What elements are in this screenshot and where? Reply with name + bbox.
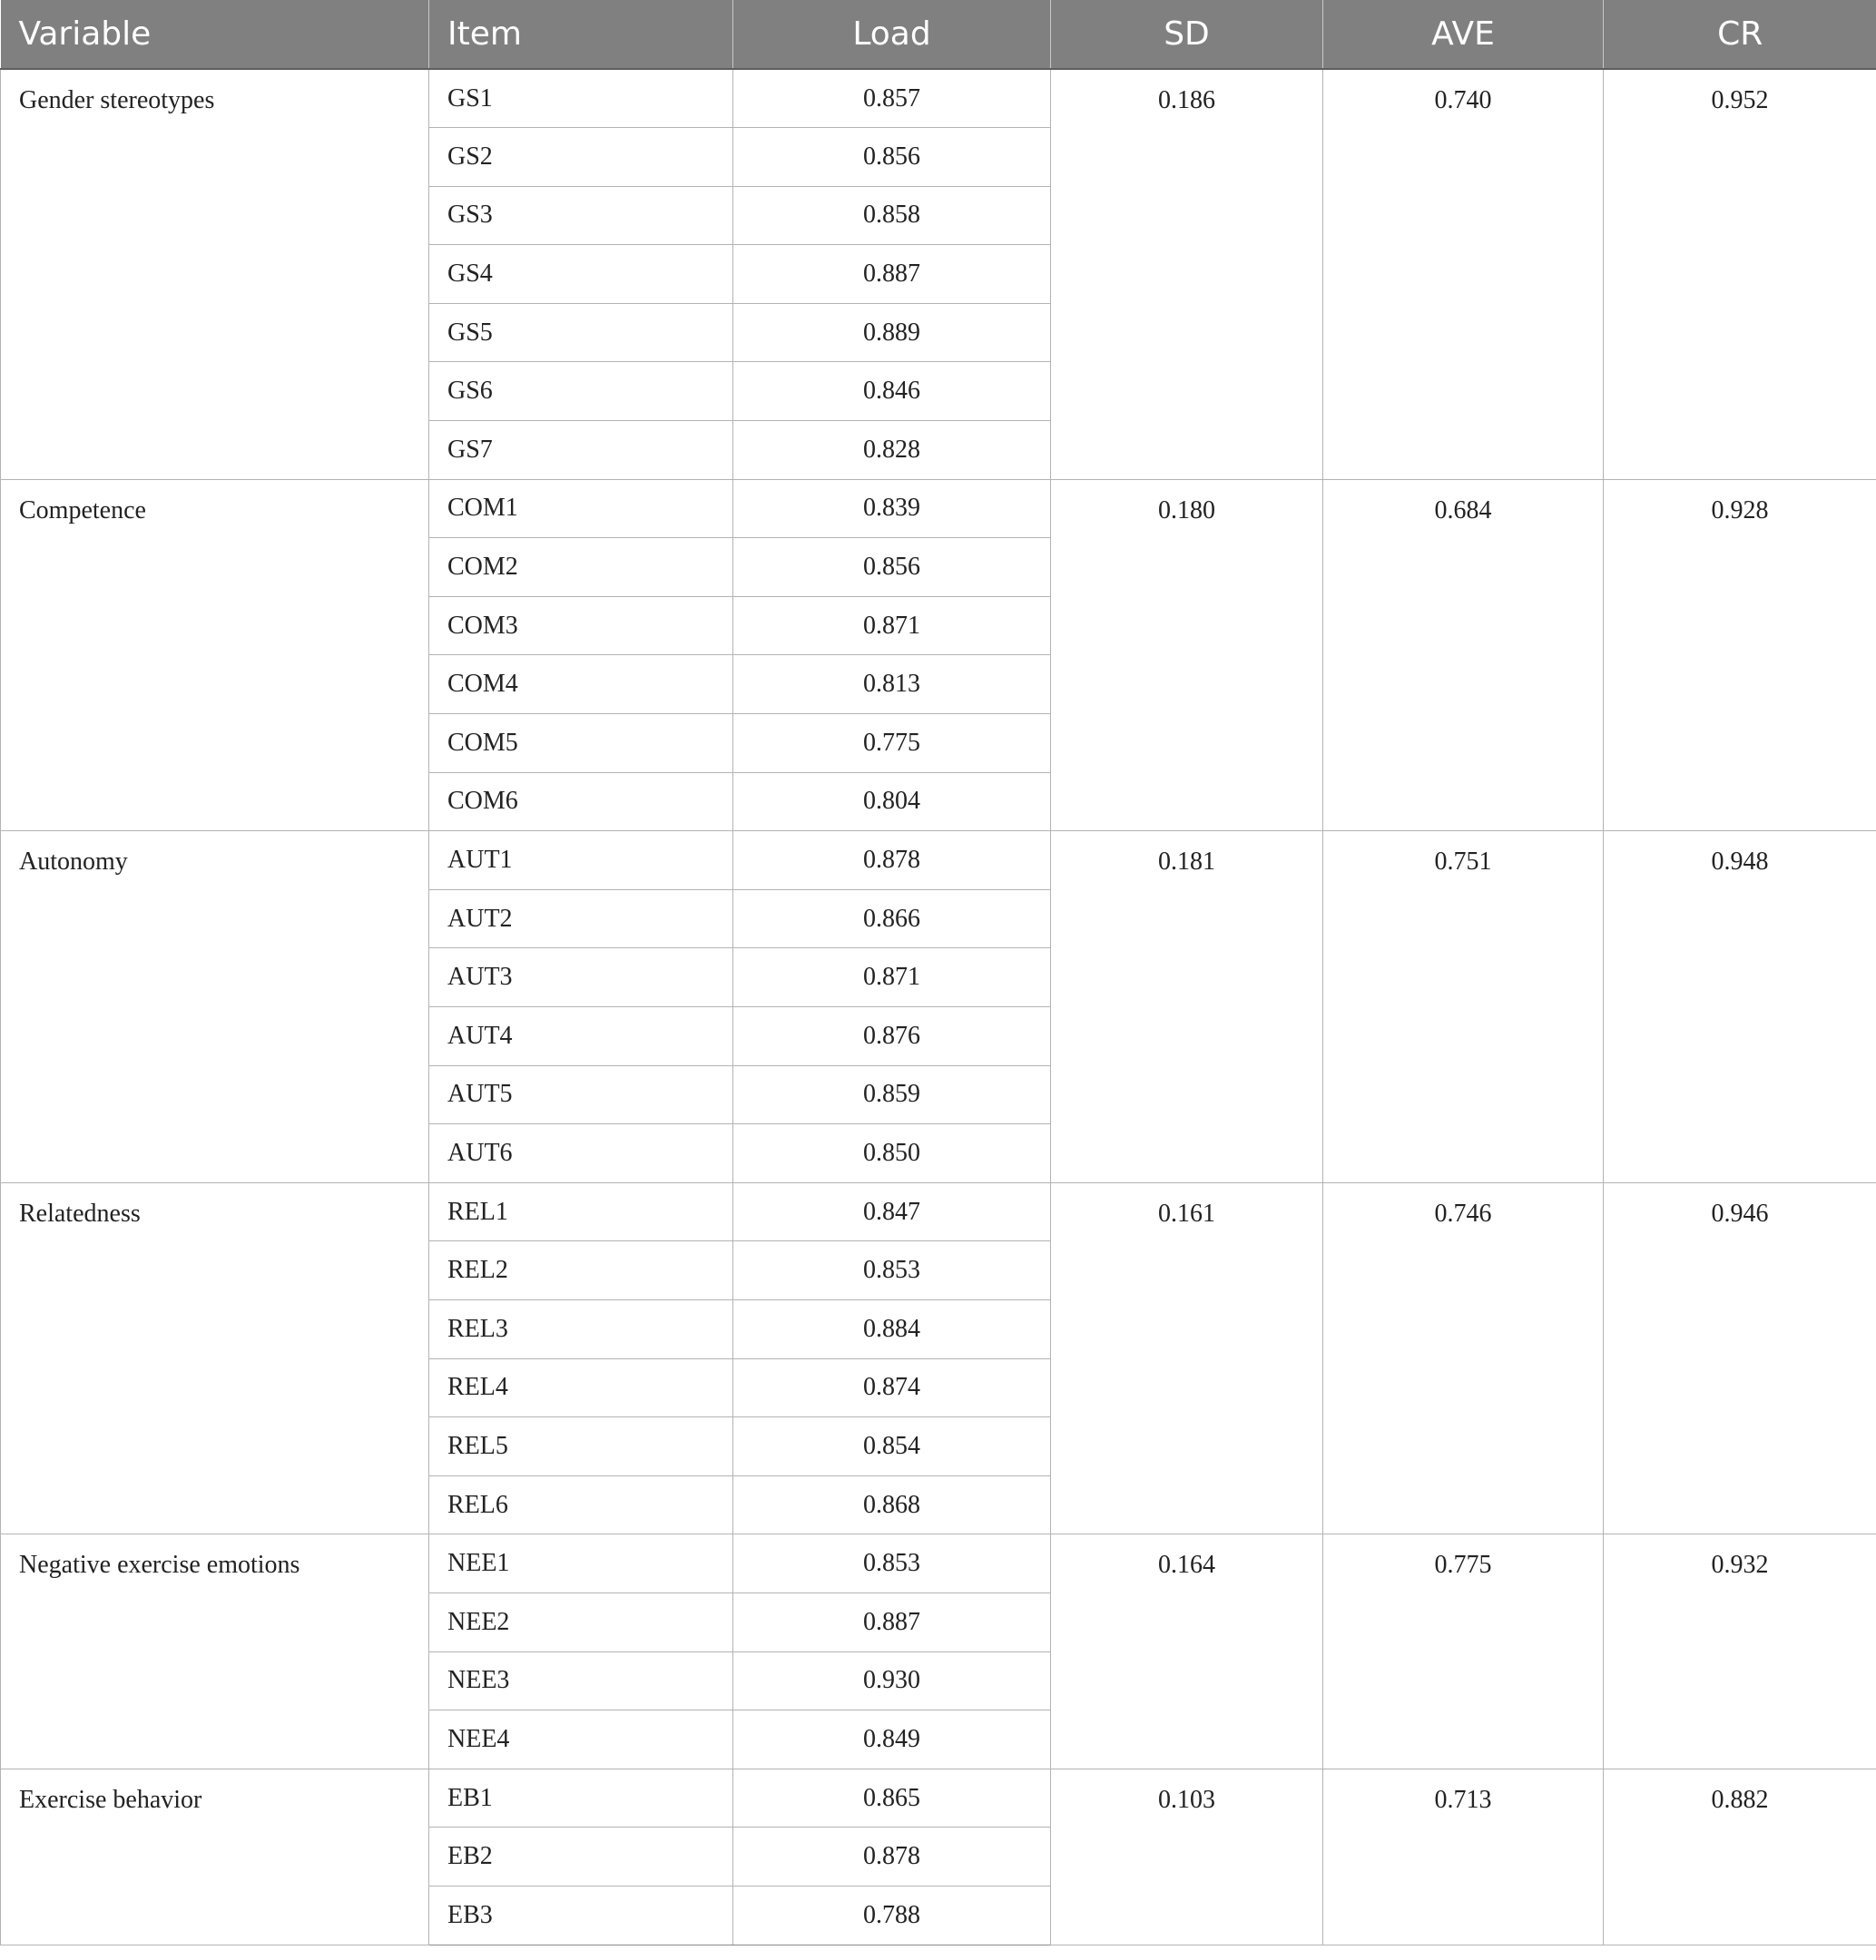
- load-cell: 0.889: [733, 303, 1051, 362]
- variable-cell: Autonomy: [1, 831, 429, 1183]
- ave-cell: 0.684: [1323, 479, 1604, 831]
- load-cell: 0.788: [733, 1886, 1051, 1945]
- load-cell: 0.858: [733, 186, 1051, 245]
- item-cell: GS3: [429, 186, 733, 245]
- item-cell: NEE4: [429, 1710, 733, 1769]
- sd-cell: 0.161: [1051, 1182, 1323, 1534]
- table-row: [1, 1534, 1876, 1593]
- load-cell: 0.857: [733, 69, 1051, 128]
- load-cell: 0.850: [733, 1124, 1051, 1183]
- variable-cell: Negative exercise emotions: [1, 1534, 429, 1769]
- header-item: Item: [429, 0, 733, 69]
- table-row: [1, 479, 1876, 538]
- variable-cell: Gender stereotypes: [1, 69, 429, 479]
- load-cell: 0.846: [733, 362, 1051, 421]
- load-cell: 0.775: [733, 714, 1051, 773]
- table-row: [1, 69, 1876, 128]
- variable-cell: Relatedness: [1, 1182, 429, 1534]
- load-cell: 0.876: [733, 1007, 1051, 1066]
- item-cell: GS2: [429, 128, 733, 187]
- ave-cell: 0.713: [1323, 1769, 1604, 1945]
- load-cell: 0.866: [733, 889, 1051, 948]
- item-cell: GS7: [429, 421, 733, 480]
- load-cell: 0.887: [733, 1592, 1051, 1651]
- header-row: [1, 0, 1876, 69]
- variable-cell: Exercise behavior: [1, 1769, 429, 1945]
- cr-cell: 0.932: [1604, 1534, 1876, 1769]
- item-cell: REL3: [429, 1299, 733, 1358]
- item-cell: EB3: [429, 1886, 733, 1945]
- item-cell: NEE2: [429, 1592, 733, 1651]
- load-cell: 0.839: [733, 479, 1051, 538]
- header-ave: AVE: [1323, 0, 1604, 69]
- cr-cell: 0.928: [1604, 479, 1876, 831]
- table-row: [1, 1769, 1876, 1828]
- item-cell: COM1: [429, 479, 733, 538]
- load-cell: 0.874: [733, 1358, 1051, 1417]
- header-sd: SD: [1051, 0, 1323, 69]
- load-cell: 0.859: [733, 1065, 1051, 1124]
- load-cell: 0.856: [733, 128, 1051, 187]
- item-cell: REL5: [429, 1417, 733, 1476]
- load-cell: 0.868: [733, 1475, 1051, 1534]
- load-cell: 0.878: [733, 1828, 1051, 1886]
- sd-cell: 0.103: [1051, 1769, 1323, 1945]
- item-cell: REL1: [429, 1182, 733, 1241]
- item-cell: NEE1: [429, 1534, 733, 1593]
- item-cell: EB2: [429, 1828, 733, 1886]
- load-cell: 0.804: [733, 772, 1051, 831]
- table-row: [1, 1182, 1876, 1241]
- ave-cell: 0.746: [1323, 1182, 1604, 1534]
- item-cell: GS5: [429, 303, 733, 362]
- ave-cell: 0.740: [1323, 69, 1604, 479]
- ave-cell: 0.751: [1323, 831, 1604, 1183]
- load-cell: 0.853: [733, 1534, 1051, 1593]
- load-cell: 0.813: [733, 655, 1051, 714]
- item-cell: COM2: [429, 538, 733, 597]
- sd-cell: 0.180: [1051, 479, 1323, 831]
- load-cell: 0.856: [733, 538, 1051, 597]
- cr-cell: 0.882: [1604, 1769, 1876, 1945]
- header-variable: Variable: [1, 0, 429, 69]
- load-cell: 0.828: [733, 421, 1051, 480]
- table-body: [1, 69, 1876, 1945]
- item-cell: AUT1: [429, 831, 733, 890]
- load-cell: 0.887: [733, 245, 1051, 304]
- load-cell: 0.878: [733, 831, 1051, 890]
- item-cell: COM6: [429, 772, 733, 831]
- load-cell: 0.865: [733, 1769, 1051, 1828]
- item-cell: AUT3: [429, 948, 733, 1007]
- item-cell: GS4: [429, 245, 733, 304]
- load-cell: 0.853: [733, 1241, 1051, 1300]
- load-cell: 0.849: [733, 1710, 1051, 1769]
- item-cell: REL4: [429, 1358, 733, 1417]
- load-cell: 0.871: [733, 596, 1051, 655]
- load-cell: 0.930: [733, 1651, 1051, 1710]
- header-load: Load: [733, 0, 1051, 69]
- table-row: [1, 831, 1876, 890]
- variable-cell: Competence: [1, 479, 429, 831]
- item-cell: REL6: [429, 1475, 733, 1534]
- load-cell: 0.847: [733, 1182, 1051, 1241]
- item-cell: GS6: [429, 362, 733, 421]
- ave-cell: 0.775: [1323, 1534, 1604, 1769]
- cr-cell: 0.946: [1604, 1182, 1876, 1534]
- item-cell: AUT2: [429, 889, 733, 948]
- sd-cell: 0.186: [1051, 69, 1323, 479]
- item-cell: NEE3: [429, 1651, 733, 1710]
- load-cell: 0.854: [733, 1417, 1051, 1476]
- item-cell: COM3: [429, 596, 733, 655]
- header-cr: CR: [1604, 0, 1876, 69]
- item-cell: AUT5: [429, 1065, 733, 1124]
- item-cell: COM4: [429, 655, 733, 714]
- sd-cell: 0.164: [1051, 1534, 1323, 1769]
- item-cell: COM5: [429, 714, 733, 773]
- load-cell: 0.884: [733, 1299, 1051, 1358]
- item-cell: AUT6: [429, 1124, 733, 1183]
- sd-cell: 0.181: [1051, 831, 1323, 1183]
- item-cell: REL2: [429, 1241, 733, 1300]
- load-cell: 0.871: [733, 948, 1051, 1007]
- item-cell: GS1: [429, 69, 733, 128]
- item-cell: AUT4: [429, 1007, 733, 1066]
- cr-cell: 0.948: [1604, 831, 1876, 1183]
- item-cell: EB1: [429, 1769, 733, 1828]
- cr-cell: 0.952: [1604, 69, 1876, 479]
